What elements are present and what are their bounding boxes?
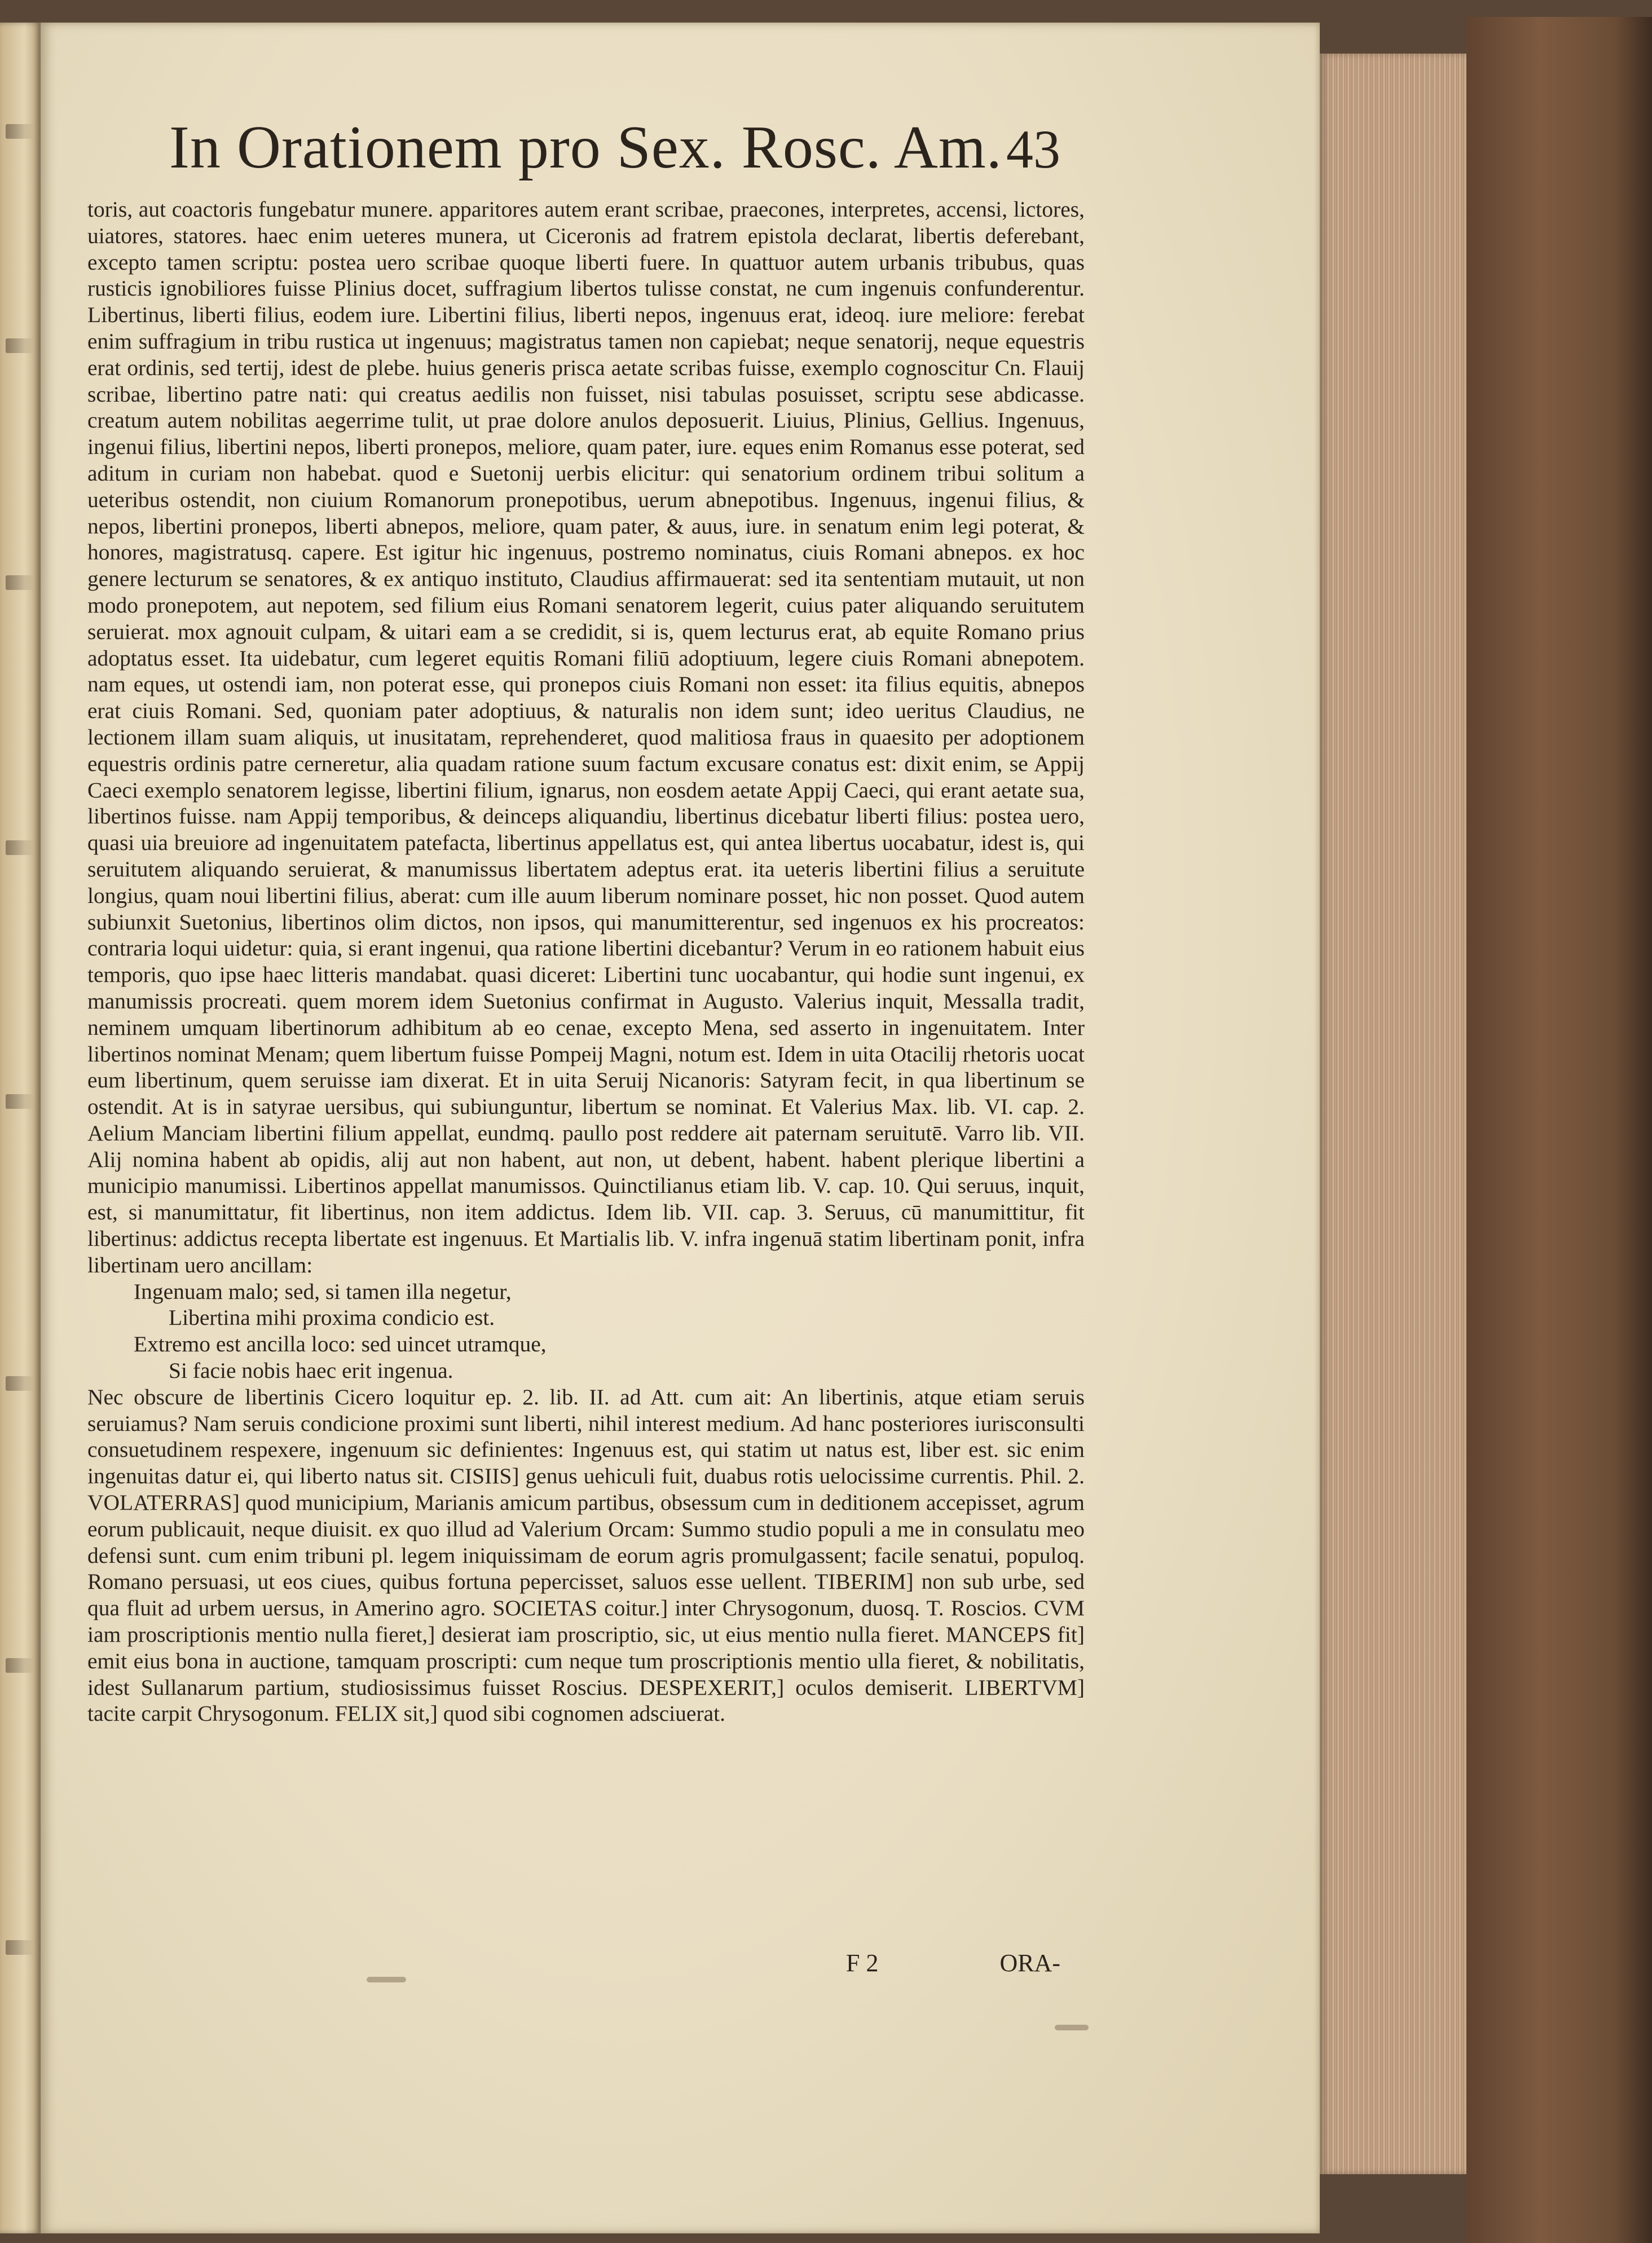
- previous-page-edge: [0, 23, 41, 2233]
- previous-page-text-fragment: [6, 338, 34, 353]
- previous-page-text-fragment: [6, 1094, 34, 1109]
- verse-line: Libertina mihi proxima condicio est.: [169, 1305, 495, 1330]
- verse-line: Ingenuam malo; sed, si tamen illa negetur,: [134, 1279, 512, 1304]
- page-fore-edge: [1320, 54, 1466, 2174]
- previous-page-text-fragment: [6, 124, 34, 139]
- running-header: [169, 113, 1060, 192]
- commentary-text: [87, 196, 1085, 1727]
- page-footer: [846, 1949, 1060, 1982]
- running-title: In Orationem pro Sex. Rosc. Am.: [169, 114, 1002, 181]
- signature-mark: F 2: [846, 1949, 879, 1977]
- previous-page-text-fragment: [6, 1658, 34, 1673]
- verse-line: Si facie nobis haec erit ingenua.: [169, 1358, 453, 1383]
- previous-page-text-fragment: [6, 1940, 34, 1955]
- verse-quotation: [87, 1279, 1085, 1384]
- ink-smudge: [1055, 2025, 1089, 2030]
- paragraph: Nec obscure de libertinis Cicero loquitur ep. 2. lib. II. ad Att. cum ait: An libertinis, atque etiam seruis seruiamus? Nam seruis condicione proximi sunt liberti, nihil interest medium. Ad hanc posteriores iurisconsulti consuetudinem respexere, ingenuum sic definientes: Ingenuus est, qui statim ut natus est, liber est. sic enim ingenuitas datur ei, qui liberto natus sit. CISIIS] genus uehiculi fuit, duabus rotis uelocissime currentis. Phil. 2. VOLATERRAS] quod municipium, Marianis amicum partibus, obsessum cum in deditionem accepisset, agrum eorum publicauit, neque diuisit. ex quo illud ad Valerium Orcam: Summo studio populi a me in consulatu meo defensi sunt. cum enim tribuni pl. legem iniquissimam de eorum agris promulgassent; facile senatui, populoq. Romano persuasi, ut eos ciues, quibus fortuna pepercisset, saluos esse uellent. TIBERIM] non sub urbe, sed qua fluit ad urbem uersus, in Amerino agro. SOCIETAS coitur.] inter Chrysogonum, duosq. T. Roscios. CVM iam proscriptionis mentio nulla fieret,] desierat iam proscriptio, sic, ut eius mentio nulla fieret. MANCEPS fit] emit eius bona in auctione, tamquam proscripti: cum neque tum proscriptionis mentio ulla fieret, & nobilitatis, idest Sullanarum partium, studiosissimus fuisset Roscius. DESPEXERIT,] oculos demiserit. LIBERTVM] tacite carpit Chrysogonum. FELIX sit,] quod sibi cognomen adsciuerat.: [87, 1384, 1085, 1726]
- catchword: ORA-: [999, 1949, 1060, 1977]
- page-number: 43: [1006, 119, 1060, 179]
- previous-page-text-fragment: [6, 840, 34, 855]
- previous-page-text-fragment: [6, 1376, 34, 1391]
- binding-board: [1466, 17, 1652, 2243]
- verse-line: Extremo est ancilla loco: sed uincet utramque,: [134, 1332, 547, 1357]
- ink-smudge: [367, 1977, 406, 1982]
- paragraph: toris, aut coactoris fungebatur munere. apparitores autem erant scribae, praecones, interpretes, accensi, lictores, uiatores, statores. haec enim ueteres munera, ut Ciceronis ad fratrem epistola declarat, libertis deferebant, excepto tamen scriptu: postea uero scribae quoque liberti fuere. In quattuor autem urbanis tribubus, quas rusticis ignobiliores fuisse Plinius docet, suffragium libertos tulisse constat, ne cum ingenuis confunderentur. Libertinus, liberti filius, eodem iure. Libertini filius, liberti nepos, ingenuus erat, ideoq. iure meliore: ferebat enim suffragium in tribu rustica ut ingenuus; magistratus tamen non capiebat; neque senatorij, neque equestris erat ordinis, sed tertij, idest de plebe. huius generis prisca aetate scribas fuisse, exemplo cognoscitur Cn. Flauij scribae, libertino patre nati: qui creatus aedilis non fuisset, nisi tabulas posuisset, scriptu sese abdicasse. creatum autem nobilitas aegerrime tulit, ut prae dolore anulos deposuerit. Liuius, Plinius, Gellius. Ingenuus, ingenui filius, libertini nepos, liberti pronepos, meliore, quam pater, iure. eques enim Romanus esse poterat, sed aditum in curiam non habebat. quod e Suetonij uerbis elicitur: qui senatorium ordinem tribui solitum a ueteribus ostendit, non ciuium Romanorum pronepotibus, uerum abnepotibus. Ingenuus, ingenui filius, & nepos, libertini pronepos, liberti abnepos, meliore, quam pater, & auus, iure. in senatum enim legi poterat, & honores, magistratusq. capere. Est igitur hic ingenuus, postremo nominatus, ciuis Romani abnepos. ex hoc genere lecturum se senatores, & ex antiquo instituto, Claudius affirmauerat: sed ita sententiam mutauit, ut non modo pronepotem, aut nepotem, sed filium eius Romani senatorem legerit, cuius pater aliquando seruitutem seruierat. mox agnouit culpam, & uitari eam a se credidit, si is, quem lecturus erat, ab equite Romano prius adoptatus esset. Ita uidebatur, cum legeret equitis Romani filiū adoptiuum, legere ciuis Romani abnepotem. nam eques, ut ostendi iam, non poterat esse, qui pronepos ciuis Romani non esset: ita filius equitis, abnepos erat ciuis Romani. Sed, quoniam pater adoptiuus, & naturalis non idem sunt; ideo ueritus Claudius, ne lectionem illam suam aliquis, ut inusitatam, reprehenderet, quod malitiosa fraus in quaesito per adoptionem equestris ordinis patre cerneretur, alia quadam ratione suum factum excusare conatus est: dixit enim, se Appij Caeci exemplo senatorem legisse, libertini filium, ignarus, non eosdem aetate Appij Caeci, qui erant aetate sua, libertinos fuisse. nam Appij temporibus, & deinceps aliquandiu, libertinus dicebatur liberti filius: postea uero, quasi uia breuiore ad ingenuitatem patefacta, libertinus appellatus est, qui antea libertus uocabatur, idest is, qui seruitutem aliquando seruierat, & manumissus libertatem adeptus erat. ita ueteris libertini filius a seruitute longius, quam noui libertini filius, aberat: cum ille auum liberum nominare posset, hic non posset. Quod autem subiunxit Suetonius, libertinos olim dictos, non ipsos, qui manumitterentur, sed ingenuos ex his procreatos: contraria loqui uidetur: quia, si erant ingenui, qua ratione libertini dicebantur? Verum in eo rationem habuit eius temporis, quo ipse haec litteris mandabat. quasi diceret: Libertini tunc uocabantur, qui hodie sunt ingenui, ex manumissis procreati. quem morem idem Suetonius confirmat in Augusto. Valerius inquit, Messalla tradit, neminem umquam libertinorum adhibitum ab eo cenae, excepto Mena, sed asserto in ingenuitatem. Inter libertinos nominat Menam; quem libertum fuisse Pompeij Magni, notum est. Idem in uita Otacilij rhetoris uocat eum libertinum, quem seruisse iam dixerat. Et in uita Seruij Nicanoris: Satyram fecit, in qua libertinum se ostendit. At is in satyrae uersibus, qui subiunguntur, libertum se nominat. Et Valerius Max. lib. VI. cap. 2. Aelium Manciam libertini filium appellat, eundmq. paullo post reddere ait paternam seruitutē. Varro lib. VII. Alij nomina habent ab opidis, alij aut non habent, aut non, ut debent, habent. habent plerique libertini a municipio manumissi. Libertinos appellat manumissos. Quinctilianus etiam lib. V. cap. 10. Qui seruus, inquit, est, si manumittatur, fit libertinus, non item addictus. Idem lib. VII. cap. 3. Seruus, cū manumittitur, fit libertinus: addictus recepta libertate est ingenuus. Et Martialis lib. V. infra ingenuā statim libertinam ponit, infra libertinam uero ancillam:: [87, 197, 1085, 1277]
- previous-page-text-fragment: [6, 575, 34, 590]
